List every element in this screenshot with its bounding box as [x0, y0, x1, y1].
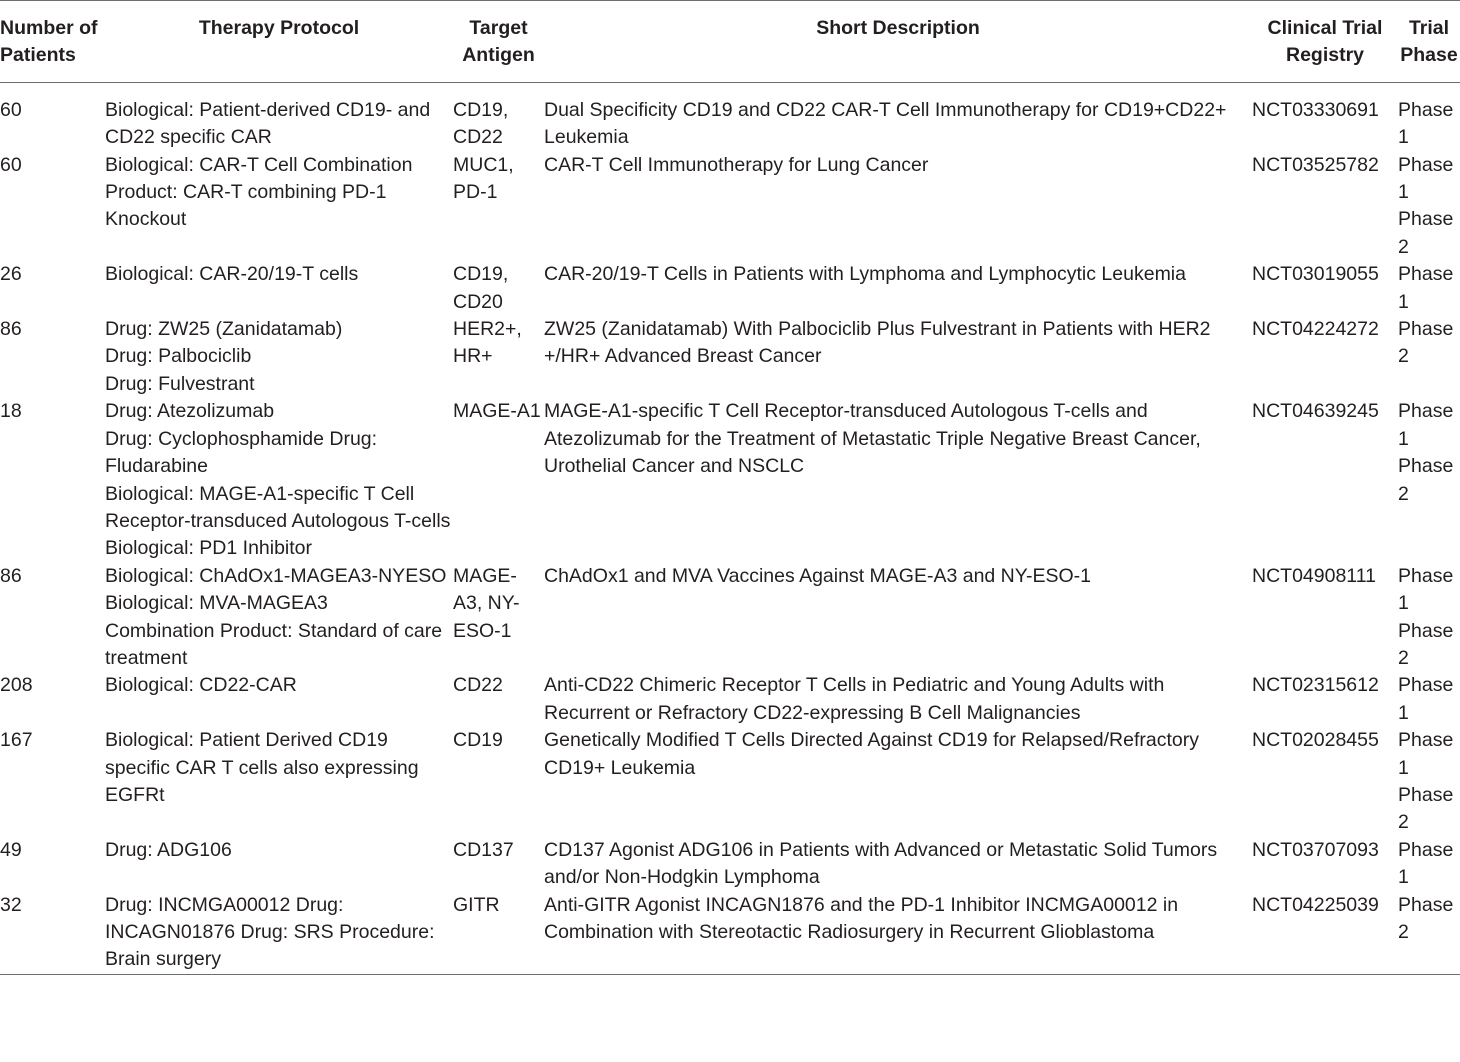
table-row	[0, 152, 1460, 262]
table-row	[0, 82, 1460, 151]
cell-target-antigen: GITR	[453, 893, 500, 916]
cell-trial-phase-line: Phase 2	[1398, 893, 1454, 943]
table-row	[0, 672, 1460, 727]
cell-short-description: CD137 Agonist ADG106 in Patients with Advanced or Metastatic Solid Tumors and/or Non-Hodgkin Lymphoma	[544, 838, 1218, 889]
header-number-of-patients: Number of Patients	[0, 17, 98, 67]
cell-therapy-protocol-line: Drug: Fulvestrant	[105, 372, 255, 395]
cell-therapy-protocol-line: Drug: ZW25 (Zanidatamab)	[105, 318, 343, 341]
cell-target-antigen: MUC1, PD-1	[453, 153, 514, 204]
cell-short-description: ChAdOx1 and MVA Vaccines Against MAGE-A3 and NY-ESO-1	[544, 564, 1091, 587]
cell-number-of-patients: 167	[0, 729, 33, 752]
cell-clinical-trial-registry: NCT04639245	[1252, 400, 1379, 423]
cell-therapy-protocol-line: Biological: Patient Derived CD19 specific CAR T cells also expressing EGFRt	[105, 729, 419, 806]
cell-clinical-trial-registry: NCT03019055	[1252, 263, 1379, 286]
cell-therapy-protocol	[105, 261, 453, 316]
cell-trial-phase-line: Phase 2	[1398, 318, 1454, 368]
cell-trial-phase	[1398, 672, 1460, 727]
cell-number-of-patients: 86	[0, 318, 22, 341]
cell-trial-phase-line: Phase 1	[1398, 564, 1454, 615]
cell-short-description: ZW25 (Zanidatamab) With Palbociclib Plus Fulvestrant in Patients with HER2 +/HR+ Advanced Breast Cancer	[544, 318, 1211, 368]
cell-therapy-protocol-line: Biological: CAR-T Cell Combination Product: CAR-T combining PD-1 Knockout	[105, 153, 413, 231]
table-row	[0, 398, 1460, 562]
cell-trial-phase-line: Phase 1	[1398, 263, 1454, 313]
cell-target-antigen: CD19, CD20	[453, 263, 509, 313]
cell-therapy-protocol	[105, 82, 453, 151]
cell-target-antigen: MAGE-A3, NY-ESO-1	[453, 564, 520, 642]
header-clinical-trial-registry: Clinical Trial Registry	[1267, 17, 1383, 67]
cell-clinical-trial-registry: NCT03525782	[1252, 153, 1379, 176]
cell-therapy-protocol-line: Biological: ChAdOx1-MAGEA3-NYESO	[105, 564, 447, 587]
table-row	[0, 563, 1460, 673]
cell-target-antigen: CD22	[453, 674, 503, 697]
cell-therapy-protocol	[105, 727, 453, 837]
cell-clinical-trial-registry: NCT03707093	[1252, 838, 1379, 861]
cell-clinical-trial-registry: NCT04908111	[1252, 564, 1376, 587]
cell-short-description: CAR-20/19-T Cells in Patients with Lymphoma and Lymphocytic Leukemia	[544, 263, 1186, 286]
cell-trial-phase-line: Phase 1	[1398, 153, 1454, 204]
cell-trial-phase	[1398, 837, 1460, 892]
table-header	[0, 1, 1460, 83]
cell-short-description: Anti-GITR Agonist INCAGN1876 and the PD-1 Inhibitor INCMGA00012 in Combination with Stereotactic Radiosurgery in Recurrent Glioblastoma	[544, 893, 1179, 943]
table-row	[0, 837, 1460, 892]
cell-trial-phase-line: Phase 1	[1398, 400, 1454, 450]
cell-clinical-trial-registry: NCT03330691	[1252, 98, 1379, 121]
cell-therapy-protocol	[105, 398, 453, 562]
cell-therapy-protocol	[105, 316, 453, 398]
cell-number-of-patients: 26	[0, 263, 22, 286]
cell-clinical-trial-registry: NCT02315612	[1252, 674, 1379, 697]
cell-therapy-protocol-line: Biological: Patient-derived CD19- and CD22 specific CAR	[105, 98, 431, 149]
cell-trial-phase-line: Phase 1	[1398, 674, 1454, 724]
cell-trial-phase-line: Phase 2	[1398, 208, 1454, 258]
cell-therapy-protocol-line: Biological: MVA-MAGEA3	[105, 592, 328, 615]
cell-short-description: MAGE-A1-specific T Cell Receptor-transduced Autologous T-cells and Atezolizumab for the Treatment of Metastatic Triple Negative Breast Cancer, Urothelial Cancer and NSCLC	[544, 400, 1201, 478]
cell-therapy-protocol-line: Drug: ADG106	[105, 838, 232, 861]
cell-target-antigen: CD137	[453, 838, 514, 861]
cell-number-of-patients: 32	[0, 893, 22, 916]
cell-trial-phase	[1398, 563, 1460, 673]
table-body	[0, 82, 1460, 974]
cell-number-of-patients: 60	[0, 153, 22, 176]
cell-trial-phase-line: Phase 2	[1398, 783, 1454, 834]
cell-therapy-protocol-line: Biological: PD1 Inhibitor	[105, 537, 313, 560]
cell-therapy-protocol	[105, 672, 453, 727]
table-row	[0, 316, 1460, 398]
cell-trial-phase	[1398, 261, 1460, 316]
cell-therapy-protocol-line: Drug: Atezolizumab	[105, 400, 275, 423]
cell-number-of-patients: 49	[0, 838, 22, 861]
cell-clinical-trial-registry: NCT04225039	[1252, 893, 1379, 916]
cell-short-description: Anti-CD22 Chimeric Receptor T Cells in Pediatric and Young Adults with Recurrent or Refractory CD22-expressing B Cell Malignancies	[544, 674, 1165, 724]
cell-target-antigen: HER2+, HR+	[453, 318, 522, 368]
cell-trial-phase	[1398, 398, 1460, 562]
cell-clinical-trial-registry: NCT04224272	[1252, 318, 1379, 341]
cell-therapy-protocol	[105, 152, 453, 262]
cell-trial-phase	[1398, 316, 1460, 398]
cell-therapy-protocol	[105, 563, 453, 673]
cell-number-of-patients: 86	[0, 564, 22, 587]
cell-number-of-patients: 18	[0, 400, 22, 423]
cell-short-description: Genetically Modified T Cells Directed Against CD19 for Relapsed/Refractory CD19+ Leukemia	[544, 729, 1199, 779]
cell-therapy-protocol	[105, 837, 453, 892]
header-target-antigen: Target Antigen	[462, 17, 535, 67]
cell-trial-phase	[1398, 892, 1460, 975]
cell-therapy-protocol-line: Biological: MAGE-A1-specific T Cell Receptor-transduced Autologous T-cells	[105, 482, 451, 532]
cell-therapy-protocol	[105, 892, 453, 975]
header-trial-phase: Trial Phase	[1400, 17, 1458, 67]
cell-trial-phase-line: Phase 1	[1398, 838, 1454, 889]
cell-therapy-protocol-line: Drug: Cyclophosphamide Drug: Fludarabine	[105, 427, 378, 478]
header-therapy-protocol: Therapy Protocol	[198, 17, 360, 39]
cell-trial-phase	[1398, 82, 1460, 151]
cell-therapy-protocol-line: Drug: INCMGA00012 Drug: INCAGN01876 Drug: SRS Procedure: Brain surgery	[105, 893, 435, 971]
cell-trial-phase	[1398, 152, 1460, 262]
cell-trial-phase	[1398, 727, 1460, 837]
cell-target-antigen: CD19	[453, 729, 503, 752]
cell-clinical-trial-registry: NCT02028455	[1252, 729, 1379, 752]
cell-therapy-protocol-line: Biological: CD22-CAR	[105, 674, 297, 697]
header-short-description: Short Description	[816, 17, 980, 39]
cell-number-of-patients: 60	[0, 98, 22, 121]
cell-therapy-protocol-line: Drug: Palbociclib	[105, 345, 252, 368]
cell-short-description: CAR-T Cell Immunotherapy for Lung Cancer	[544, 153, 929, 176]
cell-target-antigen: CD19, CD22	[453, 98, 509, 149]
cell-trial-phase-line: Phase 1	[1398, 98, 1454, 149]
table-row	[0, 261, 1460, 316]
cell-trial-phase-line: Phase 2	[1398, 455, 1454, 505]
cell-target-antigen: MAGE-A1	[453, 400, 541, 423]
cell-trial-phase-line: Phase 2	[1398, 619, 1454, 669]
table-row	[0, 727, 1460, 837]
cell-trial-phase-line: Phase 1	[1398, 729, 1454, 779]
cell-number-of-patients: 208	[0, 674, 33, 697]
cell-therapy-protocol-line: Biological: CAR-20/19-T cells	[105, 263, 359, 286]
table-row	[0, 892, 1460, 975]
cell-therapy-protocol-line: Combination Product: Standard of care treatment	[105, 619, 443, 669]
cell-short-description: Dual Specificity CD19 and CD22 CAR-T Cell Immunotherapy for CD19+CD22+ Leukemia	[544, 98, 1227, 149]
header-row	[0, 1, 1460, 83]
